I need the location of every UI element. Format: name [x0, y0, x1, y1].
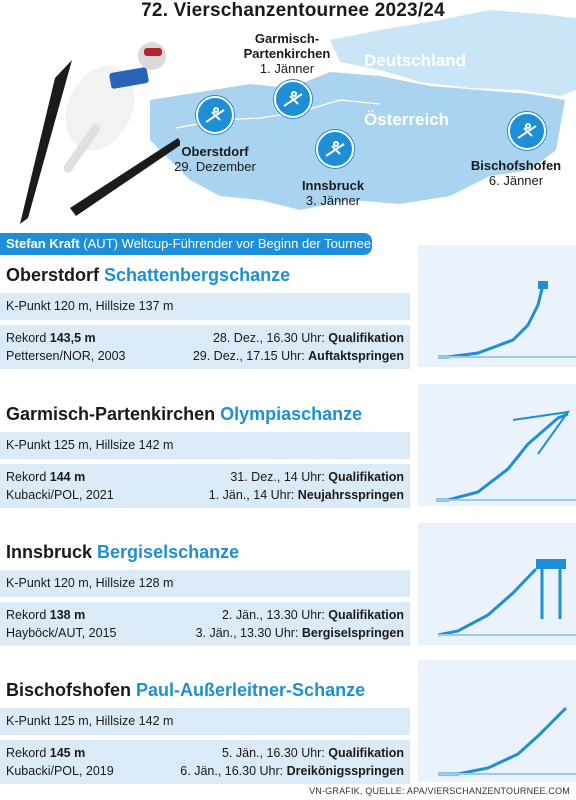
- hill-specs: K-Punkt 125 m, Hillsize 142 m: [0, 432, 410, 459]
- venue-garmisch: [232, 31, 342, 76]
- caption-text: (AUT) Weltcup-Führender vor Beginn der Tournee: [79, 236, 372, 251]
- event-name: Neujahrsspringen: [297, 488, 404, 502]
- hill-inrun: [438, 708, 566, 774]
- page-title: 72. Vierschanzentournee 2023/24: [141, 0, 445, 21]
- event-time: 5. Jän., 16.30 Uhr:: [221, 746, 329, 760]
- venue-date: 3. Jänner: [305, 193, 361, 208]
- event-name: Qualifikation: [328, 746, 404, 760]
- section-hill: Bergiselschanze: [97, 542, 240, 562]
- record-holder: Hayböck/AUT, 2015: [6, 626, 117, 640]
- venue-date: 29. Dezember: [174, 159, 256, 174]
- hill-profile: [418, 523, 576, 645]
- hill-inrun: [436, 414, 568, 500]
- event-name: Qualifikation: [328, 331, 404, 345]
- venue-innsbruck: [278, 178, 388, 208]
- section-place: Innsbruck: [6, 542, 93, 562]
- caption-name: Stefan Kraft: [6, 236, 80, 251]
- record-label: Rekord: [6, 470, 50, 484]
- record-value: 144 m: [49, 470, 86, 484]
- event-name: Qualifikation: [328, 608, 404, 622]
- section-place: Garmisch-Partenkirchen: [6, 404, 216, 424]
- ski-jumper-icon: [198, 98, 232, 132]
- record-holder: Pettersen/NOR, 2003: [6, 349, 126, 363]
- event-name: Auftaktspringen: [308, 349, 404, 363]
- ski-left: [20, 60, 72, 224]
- venue-name: Oberstdorf: [181, 144, 249, 159]
- event-name: Dreikönigsspringen: [286, 764, 404, 778]
- record-holder: Kubacki/POL, 2021: [6, 488, 114, 502]
- record-schedule: [0, 464, 410, 508]
- hill-inrun: [438, 569, 536, 635]
- record-value: 145 m: [49, 746, 86, 760]
- section-hill: Paul-Außerleitner-Schanze: [136, 680, 366, 700]
- record-value: 138 m: [49, 608, 86, 622]
- ski-jumper-icon: [510, 114, 544, 148]
- record-value: 143,5 m: [49, 331, 96, 345]
- section-title: [6, 265, 290, 286]
- country-label-austria: Österreich: [364, 110, 450, 129]
- venue-bischofshofen: [458, 158, 574, 188]
- event-time: 1. Jän., 14 Uhr:: [208, 488, 298, 502]
- section-hill: Schattenbergschanze: [104, 265, 291, 285]
- venue-name-line1: Garmisch-: [254, 31, 320, 46]
- section-place: Bischofshofen: [6, 680, 132, 700]
- ski-jump-pin-icon: [508, 112, 546, 150]
- hill-tower-stem: [542, 569, 560, 619]
- ski-jumper-icon: [318, 132, 352, 166]
- hill-specs: K-Punkt 120 m, Hillsize 137 m: [0, 293, 410, 320]
- record-holder: Kubacki/POL, 2019: [6, 764, 114, 778]
- hill-specs: K-Punkt 125 m, Hillsize 142 m: [0, 708, 410, 735]
- photo-caption: [0, 233, 372, 255]
- venue-name: Innsbruck: [301, 178, 365, 193]
- country-label-germany: Deutschland: [364, 51, 467, 70]
- ski-jumper-illustration: [0, 18, 180, 228]
- venue-oberstdorf: [160, 144, 270, 174]
- event-name: Bergiselspringen: [301, 626, 404, 640]
- section-title: [6, 542, 239, 563]
- section-place: Oberstdorf: [6, 265, 100, 285]
- ski-jumper-icon: [276, 82, 310, 116]
- section-title: [6, 680, 365, 701]
- hill-tower: [536, 559, 566, 569]
- venue-name: Bischofshofen: [470, 158, 562, 173]
- ski-jump-pin-icon: [196, 96, 234, 134]
- hill-tower: [538, 281, 548, 289]
- event-time: 2. Jän., 13.30 Uhr:: [221, 608, 329, 622]
- hill-profile: [418, 245, 576, 367]
- section-title: [6, 404, 362, 425]
- event-time: 31. Dez., 14 Uhr:: [230, 470, 329, 484]
- jumper-goggles: [144, 48, 162, 56]
- section-hill: Olympiaschanze: [220, 404, 363, 424]
- hill-profile: [418, 384, 576, 506]
- record-label: Rekord: [6, 608, 50, 622]
- record-label: Rekord: [6, 746, 50, 760]
- venue-date: 1. Jänner: [259, 61, 315, 76]
- event-time: 3. Jän., 13.30 Uhr:: [195, 626, 302, 640]
- record-schedule: [0, 325, 410, 369]
- event-time: 29. Dez., 17.15 Uhr:: [192, 349, 309, 363]
- venue-name-line2: Partenkirchen: [243, 46, 331, 61]
- event-time: 6. Jän., 16.30 Uhr:: [180, 764, 287, 778]
- hill-inrun: [438, 285, 543, 357]
- record-schedule: [0, 602, 410, 646]
- ski-jump-pin-icon: [316, 130, 354, 168]
- record-label: Rekord: [6, 331, 50, 345]
- hill-specs: K-Punkt 120 m, Hillsize 128 m: [0, 570, 410, 597]
- event-time: 28. Dez., 16.30 Uhr:: [212, 331, 329, 345]
- ski-jump-pin-icon: [274, 80, 312, 118]
- venue-date: 6. Jänner: [488, 173, 544, 188]
- hill-profile: [418, 660, 576, 782]
- source-footer: VN-GRAFIK, QUELLE: APA/VIERSCHANZENTOURNEE.COM: [309, 786, 570, 796]
- event-name: Qualifikation: [328, 470, 404, 484]
- record-schedule: [0, 740, 410, 784]
